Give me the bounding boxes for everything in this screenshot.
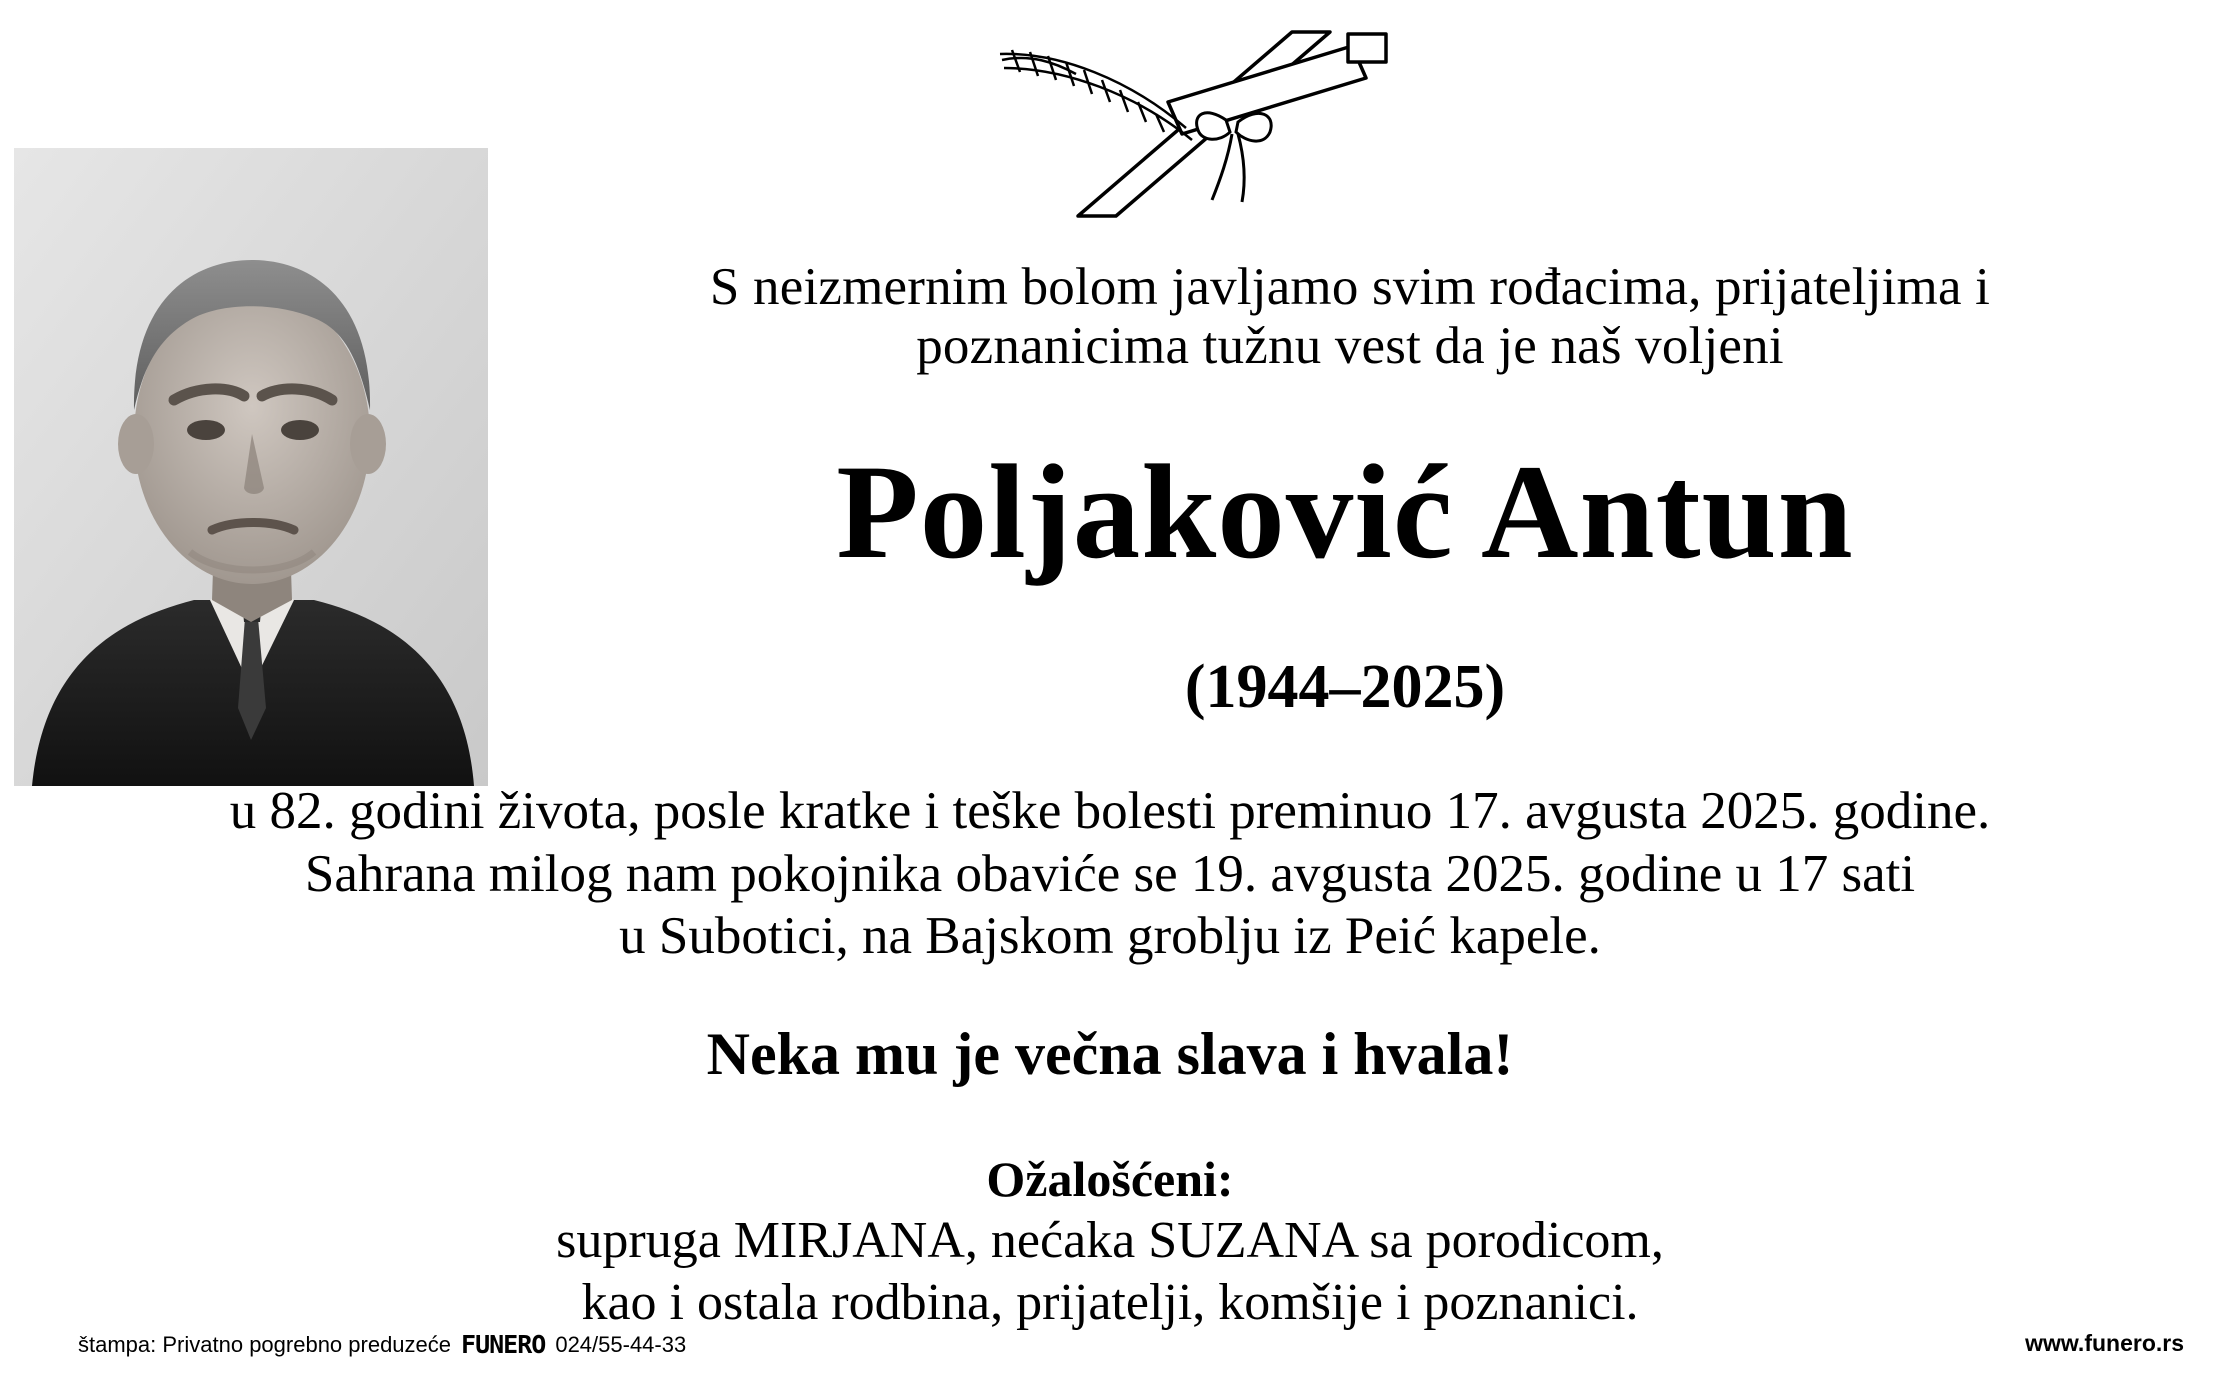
footer-website: www.funero.rs xyxy=(2025,1330,2184,1356)
cross-with-ribbon-icon xyxy=(990,28,1420,233)
mourners-line-2: kao i ostala rodbina, prijatelji, komšije i poznanici. xyxy=(581,1274,1639,1332)
footer-print-label: štampa: Privatno pogrebno preduzeće xyxy=(78,1331,452,1357)
details-line-3: u Subotici, na Bajskom groblju iz Peić kapele. xyxy=(619,907,1601,966)
footer-phone: 024/55-44-33 xyxy=(555,1331,687,1357)
eternal-glory-text: Neka mu je večna slava i hvala! xyxy=(706,1021,1514,1087)
life-years: (1944–2025) xyxy=(1184,653,1506,721)
intro-text xyxy=(500,258,2200,377)
details-line-1: u 82. godini života, posle kratke i teške bolesti preminuo 17. avgusta 2025. godine. xyxy=(229,782,1991,840)
mourners-title: Ožalošćeni: xyxy=(986,1151,1234,1207)
mourners-list xyxy=(40,1210,2180,1335)
funero-logo: FUNERO xyxy=(461,1330,546,1359)
details-line-2: Sahrana milog nam pokojnika obaviće se 19. avgusta 2025. godine u 17 sati xyxy=(304,844,1916,903)
intro-line-1: S neizmernim bolom javljamo svim rođacima, prijateljima i xyxy=(709,258,1991,316)
portrait-image xyxy=(14,148,488,786)
funeral-details xyxy=(40,780,2180,968)
intro-line-2: poznanicima tužnu vest da je naš voljeni xyxy=(916,317,1784,376)
mourners-line-1: supruga MIRJANA, nećaka SUZANA sa porodicom, xyxy=(556,1212,1664,1269)
portrait-photo xyxy=(14,148,488,786)
deceased-name: Poljaković Antun xyxy=(836,438,1854,587)
footer-print-info xyxy=(78,1330,686,1359)
